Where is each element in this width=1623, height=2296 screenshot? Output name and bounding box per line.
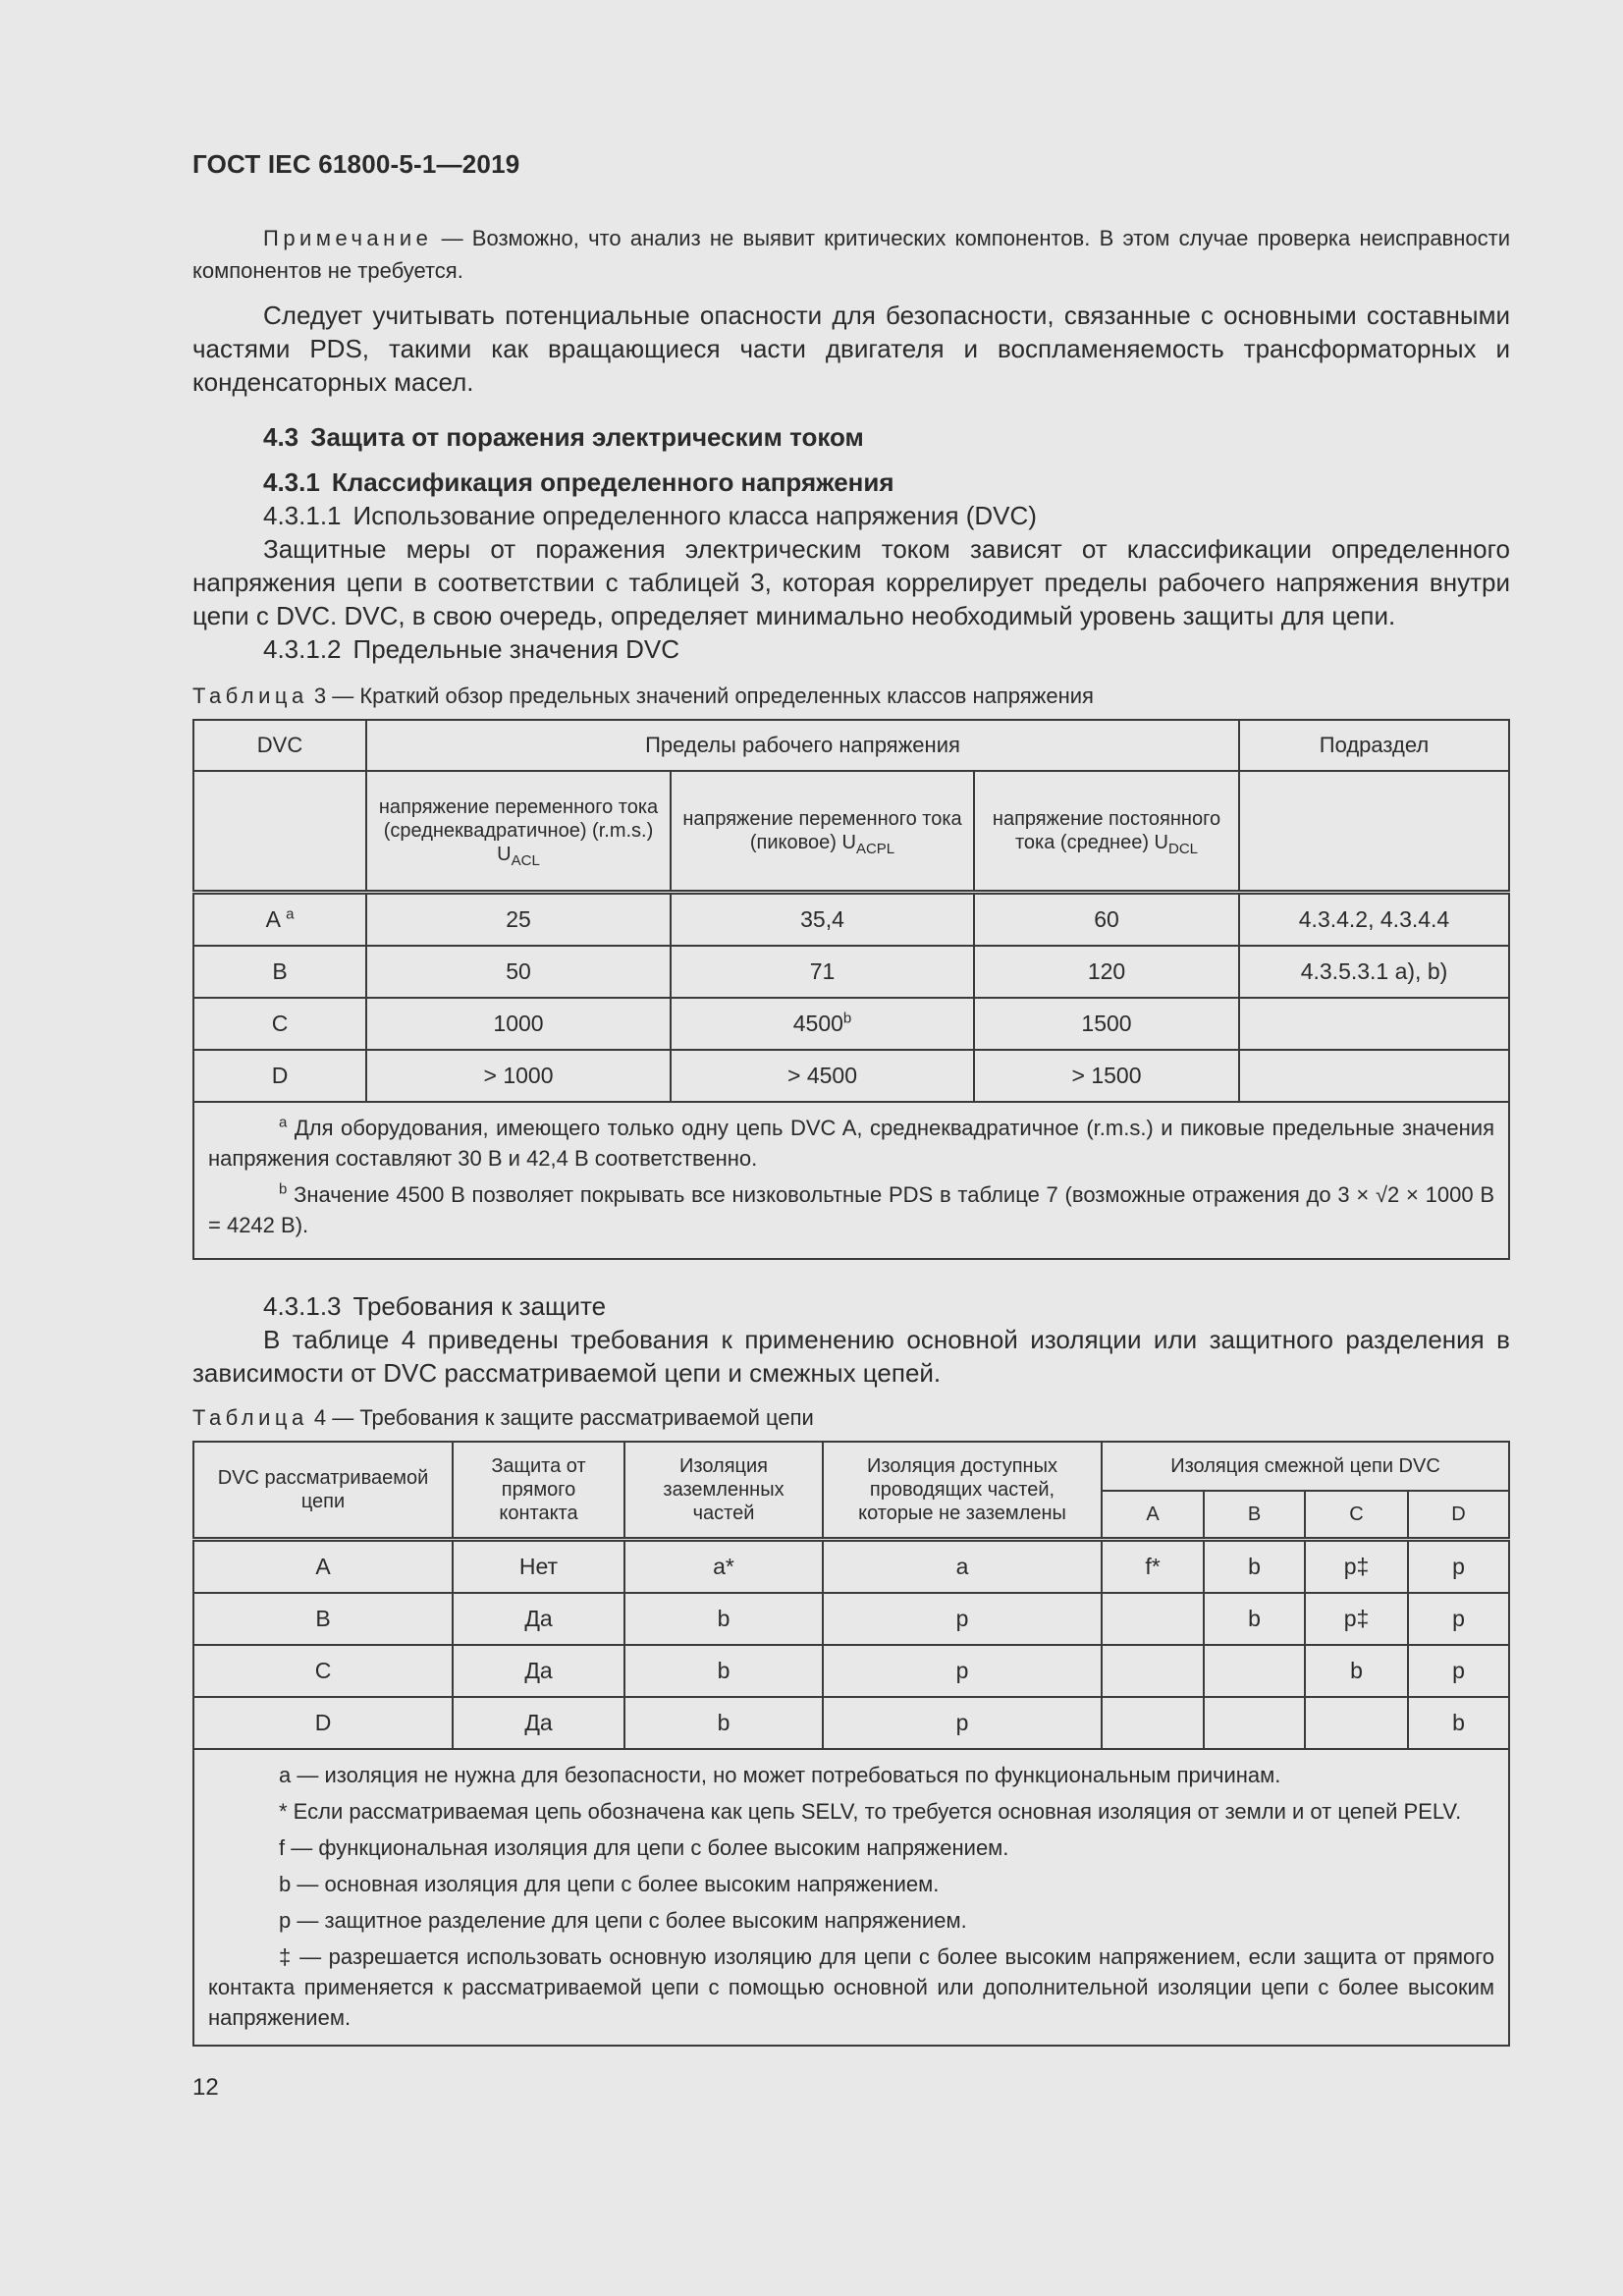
section-title: Предельные значения DVC	[352, 634, 680, 664]
cell-text: D	[271, 1063, 289, 1088]
table-cell: C	[193, 1645, 453, 1697]
section-number: 4.3.1.2	[263, 634, 342, 664]
table-cell: A	[193, 1540, 453, 1594]
footnote-mark: a	[286, 905, 295, 923]
note-paragraph	[192, 222, 1510, 287]
paragraph-protection: Защитные меры от поражения электрическим током зависят от классификации определенного напряжения цепи в соответствии с таблицей 3, которая коррелирует пределы рабочего напряжения внутри цепи с DVC. DVC, в свою очередь, определяет минимально необходимый уровень защиты для цепи.	[192, 534, 1510, 630]
table-header-adj-c: C	[1305, 1491, 1408, 1540]
table-note: p — защитное разделение для цепи с более высоким напряжением.	[279, 1908, 967, 1933]
cell-text: C	[271, 1011, 289, 1036]
table-note: * Если рассматриваемая цепь обозначена как цепь SELV, то требуется основная изоляция от земли и от цепей PELV.	[279, 1799, 1462, 1824]
table-cell: 1000	[366, 998, 671, 1050]
table4-notes	[193, 1749, 1509, 2046]
table-header-direct-contact: Защита от прямого контакта	[453, 1442, 624, 1540]
table-note: a — изоляция не нужна для безопасности, но может потребоваться по функциональным причинам.	[279, 1763, 1281, 1787]
table4-caption	[192, 1403, 1510, 1433]
table-cell: > 1500	[974, 1050, 1239, 1102]
table-cell	[1305, 1697, 1408, 1749]
table-cell: 1500	[974, 998, 1239, 1050]
table-header-acl	[366, 771, 671, 893]
table-header-dvc: DVC рассматриваемой цепи	[193, 1442, 453, 1540]
section-heading-4-3	[192, 420, 1510, 454]
cell-text: A	[265, 906, 280, 932]
table-cell: p‡	[1305, 1540, 1408, 1594]
table-header-subsection: Подраздел	[1239, 720, 1509, 771]
note-text: — Возможно, что анализ не выявит критических компонентов. В этом случае проверка неисправности компонентов не требуется.	[192, 226, 1510, 283]
table-header-acpl	[671, 771, 974, 893]
table-cell: f*	[1102, 1540, 1204, 1594]
section-title: Защита от поражения электрическим током	[310, 422, 864, 452]
section-heading-4-3-1-2	[192, 632, 1510, 666]
caption-text: 4 — Требования к защите рассматриваемой цепи	[307, 1405, 814, 1430]
table-cell: b	[624, 1645, 823, 1697]
table-row	[193, 1697, 1509, 1749]
caption-label: Таблица	[192, 683, 308, 708]
cell-text: B	[272, 958, 288, 984]
table-cell: Нет	[453, 1540, 624, 1594]
document-header: ГОСТ IEC 61800-5-1—2019	[192, 149, 520, 179]
table-header-earthed-parts: Изоляция заземленных частей	[624, 1442, 823, 1540]
page-content	[192, 222, 1510, 2047]
table3-caption	[192, 682, 1510, 711]
table-note: ‡ — разрешается использовать основную изоляцию для цепи с более высоким напряжением, если защита от прямого контакта применяется к рассматриваемой цепи с помощью основной или дополнительной изоляции цепи с более высоким напряжением.	[208, 1944, 1494, 2030]
footnote-b	[208, 1179, 1494, 1240]
header-text: напряжение переменного тока (пиковое) U	[682, 808, 962, 853]
header-subscript: ACL	[511, 852, 540, 869]
table-note: f — функциональная изоляция для цепи с более высоким напряжением.	[279, 1835, 1009, 1860]
table-cell: p‡	[1305, 1593, 1408, 1645]
table-header-adj-b: B	[1204, 1491, 1305, 1540]
table-cell: a*	[624, 1540, 823, 1594]
table-cell: p	[1408, 1645, 1509, 1697]
footnote-text: Для оборудования, имеющего только одну цепь DVC A, среднеквадратичное (r.m.s.) и пиковые предельные значения напряжения составляют 30 В и 42,4 В соответственно.	[208, 1116, 1494, 1171]
table-cell: p	[1408, 1593, 1509, 1645]
table-cell: p	[823, 1593, 1102, 1645]
footnote-a	[208, 1113, 1494, 1174]
table-cell-dvc	[193, 1050, 366, 1102]
table-cell: 50	[366, 946, 671, 998]
paragraph-table4-intro: В таблице 4 приведены требования к применению основной изоляции или защитного разделения в зависимости от DVC рассматриваемой цепи и смежных цепей.	[192, 1325, 1510, 1388]
table-row	[193, 998, 1509, 1050]
table3-dvc-limits	[192, 719, 1510, 1260]
paragraph-hazards: Следует учитывать потенциальные опасности для безопасности, связанные с основными составными частями PDS, такими как вращающиеся части двигателя и воспламеняемость трансформаторных и конденсаторных масел.	[192, 301, 1510, 397]
table-header-adj-a: A	[1102, 1491, 1204, 1540]
footnote-mark: b	[842, 1010, 852, 1027]
table-note: b — основная изоляция для цепи с более высоким напряжением.	[279, 1872, 940, 1896]
table-header-adjacent: Изоляция смежной цепи DVC	[1102, 1442, 1509, 1491]
table-cell: b	[1204, 1540, 1305, 1594]
table-cell: Да	[453, 1593, 624, 1645]
table-row	[193, 1050, 1509, 1102]
table-cell: Да	[453, 1645, 624, 1697]
table-cell: a	[823, 1540, 1102, 1594]
footnote-text: Значение 4500 В позволяет покрывать все низковольтные PDS в таблице 7 (возможные отражения до 3 × √2 × 1000 В = 4242 В).	[208, 1182, 1494, 1237]
header-text: напряжение переменного тока (среднеквадратичное) (r.m.s.) U	[378, 796, 659, 865]
footnote-mark: b	[279, 1180, 288, 1198]
table3-footnotes	[193, 1102, 1509, 1259]
section-number: 4.3	[263, 422, 299, 452]
caption-label: Таблица	[192, 1405, 308, 1430]
table-cell-dvc	[193, 946, 366, 998]
table-row	[193, 1540, 1509, 1594]
cell-text: > 4500	[787, 1063, 857, 1088]
table-cell	[1204, 1697, 1305, 1749]
table-header-accessible-parts: Изоляция доступных проводящих частей, которые не заземлены	[823, 1442, 1102, 1540]
section-heading-4-3-1-1	[192, 499, 1510, 532]
table-cell: b	[624, 1593, 823, 1645]
table-cell: p	[1408, 1540, 1509, 1594]
table-cell: D	[193, 1697, 453, 1749]
table-cell: p	[823, 1697, 1102, 1749]
table-cell: b	[1408, 1697, 1509, 1749]
table-cell: Да	[453, 1697, 624, 1749]
page-number: 12	[192, 2074, 219, 2101]
cell-text: 4500	[792, 1011, 843, 1036]
table-cell: B	[193, 1593, 453, 1645]
table-row	[193, 1593, 1509, 1645]
table-header-limits: Пределы рабочего напряжения	[366, 720, 1239, 771]
table-cell: 4.3.4.2, 4.3.4.4	[1239, 893, 1509, 947]
table-row	[193, 893, 1509, 947]
table-header-empty	[193, 771, 366, 893]
table-cell: b	[624, 1697, 823, 1749]
table-cell	[1204, 1645, 1305, 1697]
footnote-mark: a	[279, 1114, 288, 1131]
table-cell	[671, 946, 974, 998]
caption-text: 3 — Краткий обзор предельных значений определенных классов напряжения	[307, 683, 1094, 708]
table4-protection-requirements	[192, 1441, 1510, 2047]
section-heading-4-3-1-3	[192, 1289, 1510, 1323]
table-cell-dvc	[193, 998, 366, 1050]
section-heading-4-3-1	[192, 465, 1510, 499]
note-label: Примечание	[263, 226, 433, 250]
table-header-dvc: DVC	[193, 720, 366, 771]
table-cell: 4.3.5.3.1 a), b)	[1239, 946, 1509, 998]
table-row	[193, 1645, 1509, 1697]
section-number: 4.3.1.3	[263, 1291, 342, 1321]
section-title: Требования к защите	[352, 1291, 607, 1321]
table-cell: 60	[974, 893, 1239, 947]
table-cell: b	[1204, 1593, 1305, 1645]
cell-text: 35,4	[800, 906, 844, 932]
table-header-dcl	[974, 771, 1239, 893]
header-subscript: ACPL	[855, 841, 895, 857]
table-cell	[1239, 998, 1509, 1050]
table-cell: 120	[974, 946, 1239, 998]
section-number: 4.3.1	[263, 467, 320, 497]
table-cell	[671, 998, 974, 1050]
table-cell: > 1000	[366, 1050, 671, 1102]
table-cell	[1102, 1593, 1204, 1645]
cell-text: 71	[809, 958, 836, 984]
header-text: напряжение постоянного тока (среднее) U	[992, 808, 1221, 853]
table-cell	[1239, 1050, 1509, 1102]
table-cell	[1102, 1697, 1204, 1749]
section-title: Использование определенного класса напряжения (DVC)	[352, 501, 1037, 530]
table-header-adj-d: D	[1408, 1491, 1509, 1540]
table-cell: b	[1305, 1645, 1408, 1697]
section-title: Классификация определенного напряжения	[331, 467, 894, 497]
table-cell	[1102, 1645, 1204, 1697]
table-cell: 25	[366, 893, 671, 947]
header-subscript: DCL	[1168, 841, 1199, 857]
table-row	[193, 946, 1509, 998]
table-cell	[671, 1050, 974, 1102]
table-header-empty	[1239, 771, 1509, 893]
section-number: 4.3.1.1	[263, 501, 342, 530]
table-cell: p	[823, 1645, 1102, 1697]
table-cell	[671, 893, 974, 947]
table-cell-dvc	[193, 893, 366, 947]
